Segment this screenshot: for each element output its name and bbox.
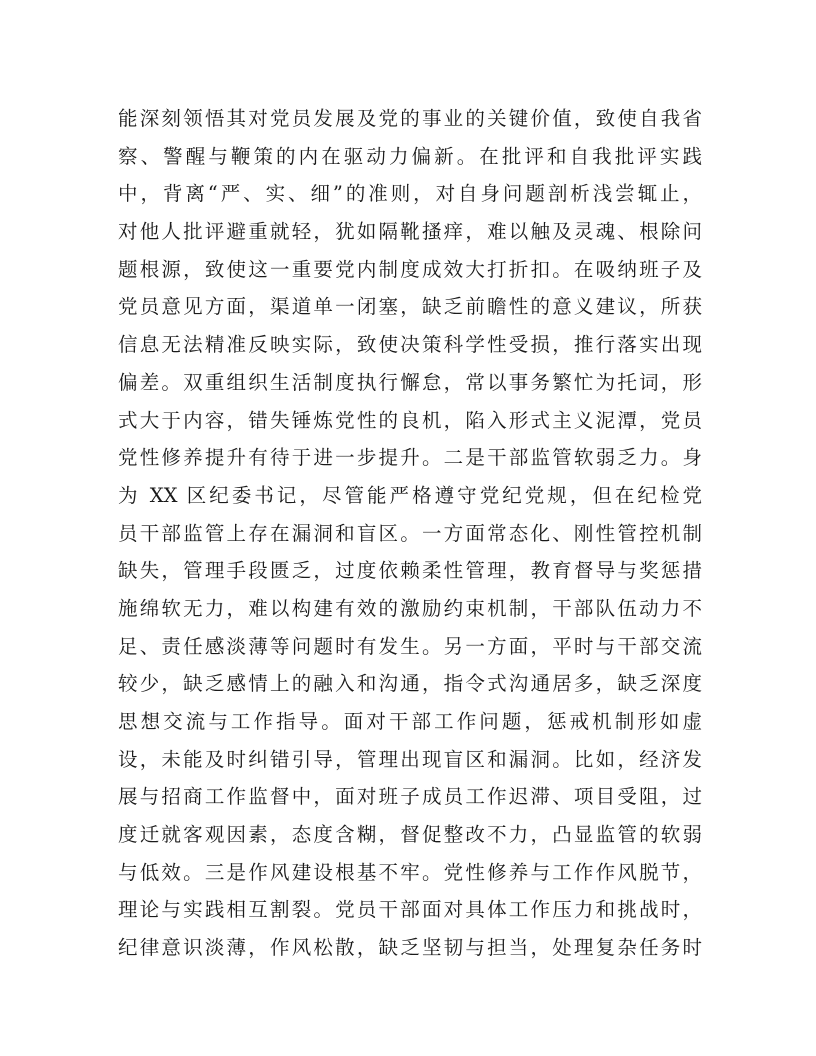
text-line: 理论与实践相互割裂。党员干部面对具体工作压力和挑战时， bbox=[118, 898, 702, 922]
text-line: 党员意见方面，渠道单一闭塞，缺乏前瞻性的意义建议，所获 bbox=[118, 295, 702, 319]
text-line: 度迁就客观因素，态度含糊，督促整改不力，凸显监管的软弱 bbox=[118, 823, 702, 847]
text-line: 施绵软无力，难以构建有效的激励约束机制，干部队伍动力不 bbox=[118, 596, 702, 620]
text-line: 式大于内容，错失锤炼党性的良机，陷入形式主义泥潭，党员 bbox=[118, 408, 702, 432]
text-line: 党性修养提升有待于进一步提升。二是干部监管软弱乏力。身 bbox=[118, 446, 702, 470]
text-line: 能深刻领悟其对党员发展及党的事业的关键价值，致使自我省 bbox=[118, 107, 702, 130]
text-line: 察、警醒与鞭策的内在驱动力偏新。在批评和自我批评实践 bbox=[118, 144, 702, 168]
text-line: 较少，缺乏感情上的融入和沟通，指令式沟通居多，缺乏深度 bbox=[118, 672, 702, 696]
text-line: 为 XX 区纪委书记，尽管能严格遵守党纪党规，但在纪检党 bbox=[118, 483, 702, 507]
text-line: 对他人批评避重就轻，犹如隔靴搔痒，难以触及灵魂、根除问 bbox=[118, 220, 702, 244]
text-line: 题根源，致使这一重要党内制度成效大打折扣。在吸纳班子及 bbox=[118, 257, 702, 281]
text-line: 偏差。双重组织生活制度执行懈怠，常以事务繁忙为托词，形 bbox=[118, 370, 702, 394]
text-line: 员干部监管上存在漏洞和盲区。一方面常态化、刚性管控机制 bbox=[118, 521, 702, 545]
text-line: 展与招商工作监督中，面对班子成员工作迟滞、项目受阻，过 bbox=[118, 785, 702, 809]
text-line: 思想交流与工作指导。面对干部工作问题，惩戒机制形如虚 bbox=[118, 710, 702, 733]
body-paragraph bbox=[118, 100, 702, 967]
text-line: 设，未能及时纠错引导，管理出现盲区和漏洞。比如，经济发 bbox=[118, 747, 702, 771]
text-line: 与低效。三是作风建设根基不牢。党性修养与工作作风脱节， bbox=[118, 860, 702, 884]
text-line: 缺失，管理手段匮乏，过度依赖柔性管理，教育督导与奖惩措 bbox=[118, 559, 702, 583]
text-line: 中，背离“严、实、细”的准则，对自身问题剖析浅尝辄止， bbox=[118, 182, 702, 206]
text-line: 足、责任感淡薄等问题时有发生。另一方面，平时与干部交流 bbox=[118, 634, 702, 658]
text-line: 信息无法精准反映实际，致使决策科学性受损，推行落实出现 bbox=[118, 333, 702, 357]
text-line: 纪律意识淡薄，作风松散，缺乏坚韧与担当，处理复杂任务时 bbox=[118, 936, 702, 960]
